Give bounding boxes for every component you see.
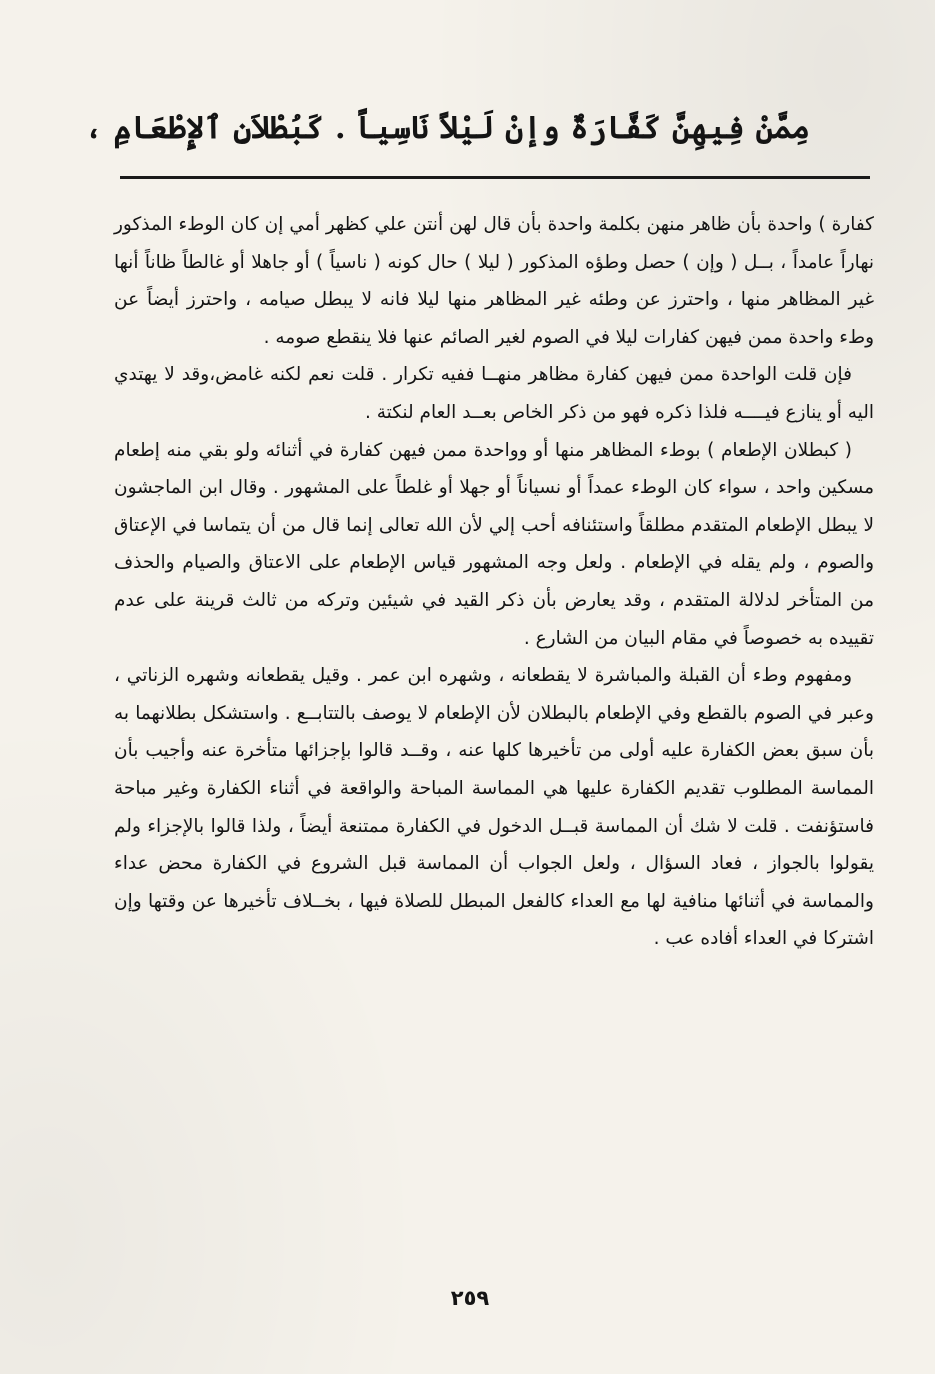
page-number: ٢٥٩ — [450, 1286, 490, 1310]
paragraph-2: فإن قلت الواحدة ممن فيهن كفارة مظاهر منهــا ففيه تكرار . قلت نعم لكنه غامض،وقد لا يهتدي اليه أو ينازع فيــــه فلذا ذكره فهو من ذكر الخاص بعــد العام لنكتة . — [114, 364, 874, 423]
paragraph-4: ومفهوم وطء أن القبلة والمباشرة لا يقطعانه ، وشهره ابن عمر . وقيل يقطعانه وشهره الزناتي ، وعبر في الصوم بالقطع وفي الإطعام بالبطلان لأن الإطعام لا يوصف بالتتابــع . واستشكل بطلانهما به بأن سبق بعض الكفارة عليه أولى من تأخيرها كلها عنه ، وقــد قالوا بإجزائها متأخرة عنه وأجيب بأن المماسة المطلوب تقديم الكفارة عليها هي المماسة المباحة والواقعة في أثناء الكفارة وغير مباحة فاستؤنفت . قلت لا شك أن المماسة قبــل الدخول في الكفارة ممتنعة أيضاً ، ولذا قالوا بالإجزاء ولم يقولوا بالجواز ، فعاد السؤال ، ولعل الجواب أن المماسة قبل الشروع في الكفارة محض عداء والمماسة في أثنائها منافية لها مع العداء كالفعل المبطل للصلاة فيها ، بخــلاف تأخيرها عن وقتها وإن اشتركا في العداء أفاده عب . — [114, 665, 874, 950]
paragraph-3: ( كبطلان الإطعام ) بوطء المظاهر منها أو وواحدة ممن فيهن كفارة في أثنائه ولو بقي منه إطعام مسكين واحد ، سواء كان الوطء عمداً أو نسياناً أو جهلا أو غلطاً على المشهور . وقال ابن الماجشون لا يبطل الإطعام المتقدم مطلقاً واستئنافه أحب إلي لأن الله تعالى إنما قال من أن يتماسا في الإعتاق والصوم ، ولم يقله في الإطعام . ولعل وجه المشهور قياس الإطعام على الاعتاق والصيام والحذف من المتأخر لدلالة المتقدم ، وقد يعارض بأن ذكر القيد في شيئين وتركه من ثالث قرينة على عدم تقييده به خصوصاً في مقام البيان من الشارع . — [114, 439, 874, 649]
commentary-body — [114, 206, 874, 958]
header-verse: مِمَّنْ فِيهِنَّ كَفَّارَةٌ وإنْ لَيْلاً نَاسِياً . كَبُطْلاَنِ ٱلإِطْعَامِ ، — [84, 110, 810, 146]
paragraph-1: كفارة ) واحدة بأن ظاهر منهن بكلمة واحدة بأن قال لهن أنتن علي كظهر أمي إن كان الوطء المذكور نهاراً عامداً ، بــل ( وإن ) حصل وطؤه المذكور ( ليلا ) حال كونه ( ناسياً ) أو جاهلا أو غالطاً ظاناً أنها غير المظاهر منها ، واحترز عن وطئه غير المظاهر منها ليلا فانه لا يبطل صيامه ، واحترز أيضاً عن وطء واحدة ممن فيهن كفارات ليلا في الصوم لغير الصائم عنها فلا ينقطع صومه . — [114, 214, 874, 348]
header-rule — [120, 176, 870, 179]
